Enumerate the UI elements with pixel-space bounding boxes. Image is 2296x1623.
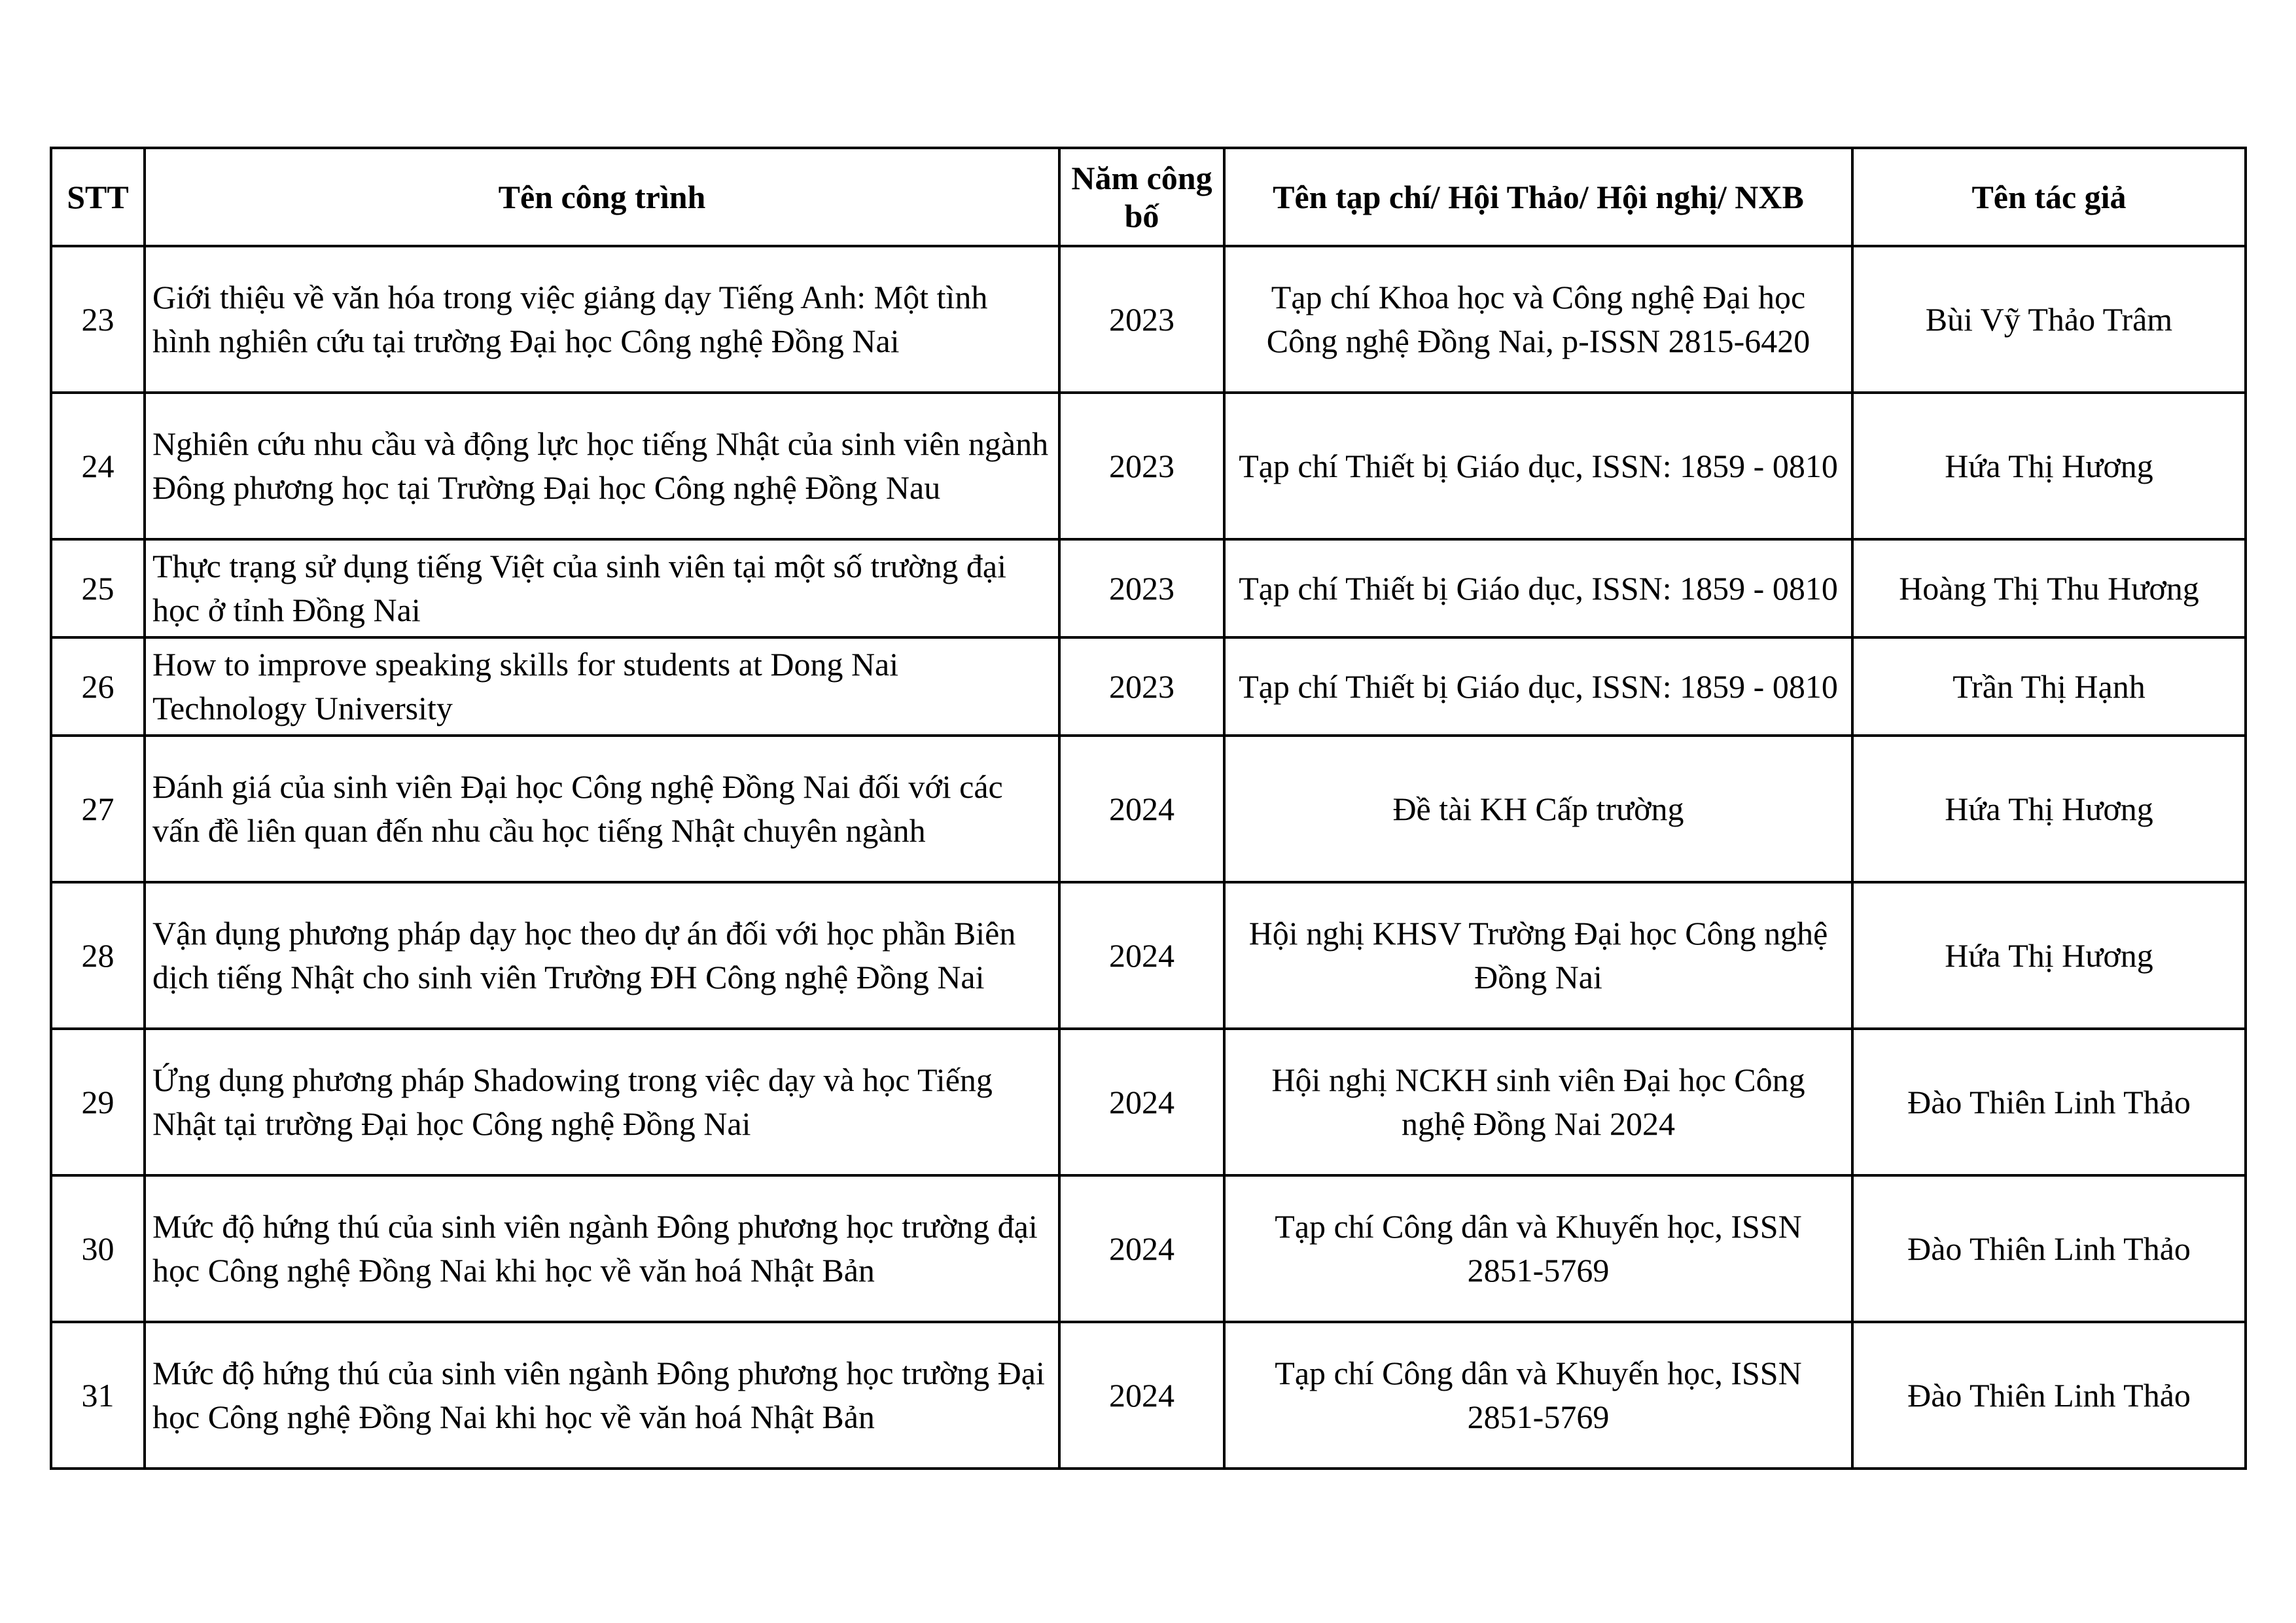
cell-author: Đào Thiên Linh Thảo — [1852, 1322, 2246, 1469]
cell-stt: 26 — [51, 637, 145, 736]
cell-title: Giới thiệu về văn hóa trong việc giảng dạy Tiếng Anh: Một tình hình nghiên cứu tại trường Đại học Công nghệ Đồng Nai — [145, 246, 1059, 393]
header-row — [51, 148, 2246, 246]
cell-stt: 31 — [51, 1322, 145, 1469]
cell-journal: Tạp chí Thiết bị Giáo dục, ISSN: 1859 - 0810 — [1224, 637, 1852, 736]
cell-author: Trần Thị Hạnh — [1852, 637, 2246, 736]
header-stt: STT — [51, 148, 145, 246]
cell-journal: Hội nghị KHSV Trường Đại học Công nghệ Đồng Nai — [1224, 882, 1852, 1029]
cell-author: Đào Thiên Linh Thảo — [1852, 1029, 2246, 1175]
publications-table — [50, 147, 2247, 1470]
cell-journal: Đề tài KH Cấp trường — [1224, 736, 1852, 882]
table-row — [51, 393, 2246, 539]
table-row — [51, 246, 2246, 393]
cell-journal: Hội nghị NCKH sinh viên Đại học Công nghệ Đồng Nai 2024 — [1224, 1029, 1852, 1175]
cell-year: 2023 — [1059, 246, 1224, 393]
table-row — [51, 1029, 2246, 1175]
cell-stt: 29 — [51, 1029, 145, 1175]
header-author: Tên tác giả — [1852, 148, 2246, 246]
cell-year: 2024 — [1059, 1322, 1224, 1469]
table-row — [51, 1322, 2246, 1469]
cell-stt: 28 — [51, 882, 145, 1029]
header-title: Tên công trình — [145, 148, 1059, 246]
cell-title: Ứng dụng phương pháp Shadowing trong việc dạy và học Tiếng Nhật tại trường Đại học Công nghệ Đồng Nai — [145, 1029, 1059, 1175]
header-year: Năm công bố — [1059, 148, 1224, 246]
cell-year: 2024 — [1059, 736, 1224, 882]
cell-stt: 30 — [51, 1175, 145, 1322]
cell-journal: Tạp chí Thiết bị Giáo dục, ISSN: 1859 - 0810 — [1224, 539, 1852, 637]
cell-journal: Tạp chí Công dân và Khuyến học, ISSN 2851-5769 — [1224, 1322, 1852, 1469]
cell-author: Hứa Thị Hương — [1852, 882, 2246, 1029]
cell-author: Hứa Thị Hương — [1852, 393, 2246, 539]
table-row — [51, 637, 2246, 736]
table-header — [51, 148, 2246, 246]
cell-title: How to improve speaking skills for students at Dong Nai Technology University — [145, 637, 1059, 736]
cell-title: Vận dụng phương pháp dạy học theo dự án đối với học phần Biên dịch tiếng Nhật cho sinh viên Trường ĐH Công nghệ Đồng Nai — [145, 882, 1059, 1029]
table-row — [51, 736, 2246, 882]
cell-journal: Tạp chí Công dân và Khuyến học, ISSN 2851-5769 — [1224, 1175, 1852, 1322]
table-row — [51, 539, 2246, 637]
cell-journal: Tạp chí Khoa học và Công nghệ Đại học Công nghệ Đồng Nai, p-ISSN 2815-6420 — [1224, 246, 1852, 393]
cell-year: 2023 — [1059, 393, 1224, 539]
table-row — [51, 882, 2246, 1029]
cell-stt: 24 — [51, 393, 145, 539]
cell-year: 2023 — [1059, 539, 1224, 637]
cell-title: Mức độ hứng thú của sinh viên ngành Đông phương học trường Đại học Công nghệ Đồng Nai khi học về văn hoá Nhật Bản — [145, 1322, 1059, 1469]
table-row — [51, 1175, 2246, 1322]
cell-stt: 27 — [51, 736, 145, 882]
cell-title: Đánh giá của sinh viên Đại học Công nghệ Đồng Nai đối với các vấn đề liên quan đến nhu cầu học tiếng Nhật chuyên ngành — [145, 736, 1059, 882]
cell-author: Hoàng Thị Thu Hương — [1852, 539, 2246, 637]
cell-year: 2024 — [1059, 1029, 1224, 1175]
cell-title: Thực trạng sử dụng tiếng Việt của sinh viên tại một số trường đại học ở tỉnh Đồng Nai — [145, 539, 1059, 637]
header-journal: Tên tạp chí/ Hội Thảo/ Hội nghị/ NXB — [1224, 148, 1852, 246]
cell-year: 2023 — [1059, 637, 1224, 736]
cell-stt: 23 — [51, 246, 145, 393]
cell-author: Bùi Vỹ Thảo Trâm — [1852, 246, 2246, 393]
table-body — [51, 246, 2246, 1469]
cell-title: Mức độ hứng thú của sinh viên ngành Đông phương học trường đại học Công nghệ Đồng Nai khi học về văn hoá Nhật Bản — [145, 1175, 1059, 1322]
cell-author: Đào Thiên Linh Thảo — [1852, 1175, 2246, 1322]
cell-year: 2024 — [1059, 1175, 1224, 1322]
cell-journal: Tạp chí Thiết bị Giáo dục, ISSN: 1859 - 0810 — [1224, 393, 1852, 539]
cell-author: Hứa Thị Hương — [1852, 736, 2246, 882]
cell-title: Nghiên cứu nhu cầu và động lực học tiếng Nhật của sinh viên ngành Đông phương học tại Trường Đại học Công nghệ Đồng Nau — [145, 393, 1059, 539]
cell-year: 2024 — [1059, 882, 1224, 1029]
cell-stt: 25 — [51, 539, 145, 637]
